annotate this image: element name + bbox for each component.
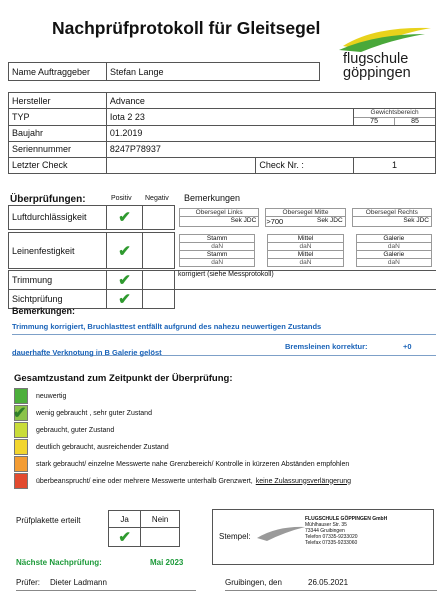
remark-line-1: Trimmung korrigiert, Bruchlasttest entfällt aufgrund des nahezu neuwertigen Zustands <box>12 322 436 335</box>
line-strength-table <box>8 232 436 269</box>
check-nr-label: Check Nr. : <box>256 157 354 173</box>
type-value: Iota 2 23 <box>106 109 353 126</box>
porosity-right-value <box>353 217 404 224</box>
last-check-label: Letzter Check <box>9 157 107 173</box>
stamm-unit-2: daN <box>179 259 255 267</box>
mittel-label-2: Mittel <box>267 251 343 259</box>
porosity-mid-label: Obersegel Mitte <box>282 208 329 216</box>
stamp-text <box>305 516 387 546</box>
document-title: Nachprüfprotokoll für Gleitsegel <box>52 18 321 38</box>
porosity-right-label: Obersegel Rechts <box>365 208 418 216</box>
porosity-mid-value: >700 <box>266 217 284 226</box>
condition-option-3[interactable] <box>14 422 114 438</box>
stamp-line-5: Telefax 07335-9233060 <box>305 540 358 546</box>
condition-option-6[interactable] <box>14 473 351 489</box>
porosity-negative-cell <box>143 206 175 230</box>
line-strength-values <box>175 233 437 269</box>
stamp-line-2: Mühlhauser Str. 35 <box>305 522 347 528</box>
galerie-label-2: Galerie <box>356 251 432 259</box>
weight-range-label: Gewichtsbereich <box>370 109 419 116</box>
serial-label: Seriennummer <box>9 141 107 157</box>
condition-box-6[interactable] <box>14 473 28 489</box>
badge-yes-check[interactable]: ✔ <box>109 528 141 547</box>
trim-visual-table <box>8 270 436 309</box>
line-strength-label: Leinenfestigkeit <box>9 233 107 269</box>
condition-option-5[interactable] <box>14 456 349 472</box>
logo-line2: göppingen <box>343 65 411 81</box>
trim-label: Trimmung <box>9 271 107 290</box>
date-value: 26.05.2021 <box>308 578 349 587</box>
glider-wing-logo-icon <box>335 24 435 54</box>
condition-box-4[interactable] <box>14 439 28 455</box>
stamp-line-3: 73344 Gruibingen <box>305 528 345 534</box>
remarks-heading: Bemerkungen: <box>12 306 76 316</box>
condition-heading: Gesamtzustand zum Zeitpunkt der Überprüfung: <box>14 373 233 384</box>
condition-selected-check: ✔ <box>13 405 27 422</box>
galerie-unit-1: daN <box>356 243 432 251</box>
glider-info-table <box>8 92 436 174</box>
next-check-label: Nächste Nachprüfung: <box>16 558 102 567</box>
last-check-value <box>106 157 255 173</box>
stamp-line-1: FLUGSCHULE GÖPPINGEN GmbH <box>305 516 388 522</box>
line-strength-positive-check: ✔ <box>107 233 143 269</box>
stamm-label-1: Stamm <box>179 234 255 243</box>
weight-max: 85 <box>395 117 435 125</box>
condition-label-4: deutlich gebraucht, ausreichender Zustand <box>36 443 169 451</box>
porosity-table <box>8 205 436 230</box>
condition-label-3: gebraucht, guter Zustand <box>36 426 115 434</box>
badge-label: Prüfplakette erteilt <box>16 516 81 525</box>
type-label: TYP <box>9 109 107 126</box>
porosity-label: Luftdurchlässigkeit <box>9 206 107 230</box>
mittel-label-1: Mittel <box>267 234 343 243</box>
next-check-value: Mai 2023 <box>150 558 184 567</box>
manufacturer-label: Hersteller <box>9 93 107 109</box>
serial-value: 8247P78937 <box>106 141 435 157</box>
condition-box-1[interactable] <box>14 388 28 404</box>
trim-positive-check: ✔ <box>107 271 143 290</box>
condition-label-1: neuwertig <box>36 392 67 400</box>
brake-value: +0 <box>403 342 412 351</box>
condition-option-2[interactable] <box>14 405 152 421</box>
visual-negative-cell <box>143 290 175 309</box>
badge-no-cell[interactable] <box>141 528 180 547</box>
stamm-label-2: Stamm <box>179 251 255 259</box>
trim-remark: korrigiert (siehe Messprotokoll) <box>175 271 437 290</box>
place-date-label: Gruibingen, den <box>225 578 282 587</box>
badge-table <box>108 510 180 547</box>
customer-name: Stefan Lange <box>107 63 320 81</box>
visual-positive-check: ✔ <box>107 290 143 309</box>
weight-min: 75 <box>354 117 395 125</box>
stamp-label: Stempel: <box>219 532 251 541</box>
stamp-box <box>212 509 434 565</box>
weight-range-cell <box>354 109 436 126</box>
galerie-unit-2: daN <box>356 259 432 267</box>
galerie-label-1: Galerie <box>356 234 432 243</box>
customer-label: Name Auftraggeber <box>9 63 107 81</box>
inspector-name: Dieter Ladmann <box>50 578 107 587</box>
condition-label-6-link: keine Zulassungsverlängerung <box>255 477 352 485</box>
brake-label: Bremsleinen korrektur: <box>285 342 368 351</box>
stamm-unit-1: daN <box>179 243 255 251</box>
condition-box-3[interactable] <box>14 422 28 438</box>
logo-line1: flugschule <box>343 51 409 67</box>
mittel-unit-1: daN <box>267 243 343 251</box>
check-nr-value: 1 <box>354 157 436 173</box>
inspector-signature-line <box>16 590 196 591</box>
date-signature-line <box>225 590 437 591</box>
porosity-left-label: Obersegel Links <box>195 208 243 216</box>
porosity-left-value <box>180 217 231 224</box>
badge-yes-label: Ja <box>109 511 141 528</box>
mittel-unit-2: daN <box>267 259 343 267</box>
year-label: Baujahr <box>9 125 107 141</box>
stamp-line-4: Telefon 07335-9233020 <box>305 534 358 540</box>
condition-option-1[interactable] <box>14 388 66 404</box>
condition-label-6: überbeansprucht/ eine oder mehrere Messwerte unterhalb Grenzwert, <box>36 477 253 485</box>
remark-line-2: dauerhafte Verknotung in B Galerie gelöst <box>12 348 162 357</box>
checks-heading: Überprüfungen: <box>10 194 86 205</box>
condition-box-2[interactable] <box>14 405 28 421</box>
year-value: 01.2019 <box>106 125 435 141</box>
porosity-positive-check: ✔ <box>107 206 143 230</box>
porosity-values <box>175 206 437 230</box>
visual-label: Sichtprüfung <box>9 290 107 309</box>
condition-label-2: wenig gebraucht , sehr guter Zustand <box>36 409 152 417</box>
remark-line-2-row <box>12 342 436 356</box>
condition-box-5[interactable] <box>14 456 28 472</box>
inspector-label: Prüfer: <box>16 578 41 587</box>
porosity-right-unit: Sek JDC <box>403 217 429 224</box>
positive-column-label: Positiv <box>111 195 132 202</box>
trim-negative-cell <box>143 271 175 290</box>
stamp-glider-icon <box>255 524 307 542</box>
remarks-column-label: Bemerkungen <box>184 193 241 203</box>
condition-label-5: stark gebraucht/ einzelne Messwerte nahe Grenzbereich/ Kontrolle in kürzeren Abständen empfohlen <box>36 460 350 468</box>
visual-remark <box>175 290 437 309</box>
customer-table <box>8 62 320 81</box>
line-strength-negative-cell <box>143 233 175 269</box>
negative-column-label: Negativ <box>145 195 169 202</box>
badge-no-label: Nein <box>141 511 180 528</box>
flugschule-logo <box>335 24 435 84</box>
manufacturer-value: Advance <box>106 93 435 109</box>
porosity-mid-unit: Sek JDC <box>317 217 343 224</box>
porosity-left-unit: Sek JDC <box>230 217 257 224</box>
condition-option-4[interactable] <box>14 439 169 455</box>
